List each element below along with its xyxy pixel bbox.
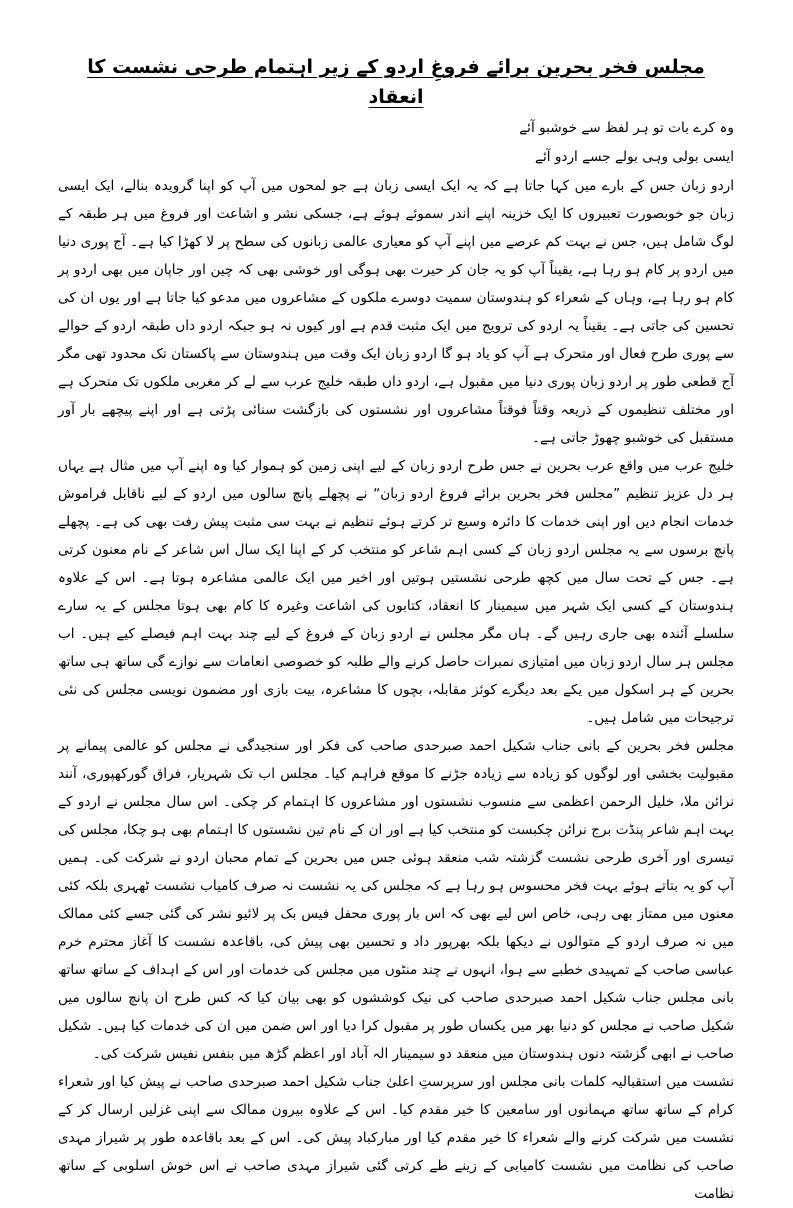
document-title: مجلس فخر بحرین برائے فروغِ اردو کے زیر اہتمام طرحی نشست کا انعقاد bbox=[87, 56, 705, 108]
paragraph-1: اردو زبان جس کے بارے میں کہا جاتا ہے کہ یہ ایک ایسی زبان ہے جو لمحوں میں آپ کو اپنا گرویدہ بنالے، ایک ایسی زبان جو خوبصورت تعبیروں کا ایک خزینہ اپنے اندر سموئے ہوئے ہے، جسکی نشر و اشاعت اور فروغ میں ہر طبقہ کے لوگ شامل ہیں، جس نے بہت کم عرصے میں اپنے آپ کو معیاری عالمی زبانوں کی سطح پر لا کھڑا کیا ہے۔ آج پوری دنیا میں اردو پر کام ہو رہا ہے، یقیناً آپ کو یہ جان کر حیرت بھی ہوگی اور خوشی بھی کہ چین اور جاپان میں بھی اردو پر کام ہو رہا ہے، وہاں کے شعراء کو ہندوستان سمیت دوسرے ملکوں کے مشاعروں میں مدعو کیا جاتا ہے اور یوں ان کی تحسین کی جاتی ہے۔ یقیناً یہ اردو کی ترویج میں ایک مثبت قدم ہے اور کیوں نہ ہو جبکہ اردو داں طبقہ اردو کے حوالے سے پوری طرح فعال اور متحرک ہے آپ کو یاد ہو گا اردو زبان ایک وقت میں ہندوستان سے پاکستان تک محدود تھی مگر آج قطعی طور پر اردو زبان پوری دنیا میں مقبول ہے، اردو داں طبقہ خلیج عرب سے لے کر مغربی ملکوں تک متحرک ہے اور مختلف تنظیموں کے ذریعہ وقتاً فوقتاً مشاعروں اور نشستوں کی بازگشت سنائی پڑتی ہے اور اپنے پیچھے بار آور مستقبل کی خوشبو چھوڑ جاتی ہے۔ bbox=[58, 178, 734, 446]
couplet-line-2: ایسی بولی وہی بولے جسے اردو آئے bbox=[535, 149, 734, 165]
paragraph-4: نشست میں استقبالیہ کلمات بانی مجلس اور سرپرستِ اعلیٰ جناب شکیل احمد صبرحدی صاحب نے پیش کیا اور شعراء کرام کے ساتھ ساتھ مہمانوں اور سامعین کا خیر مقدم کیا۔ اس کے علاوہ بیرون ممالک سے اپنی غزلیں ارسال کر کے نشست میں شرکت کرنے والے شعراء کا خیر مقدم کیا اور مبارکباد پیش کی۔ اس کے بعد باقاعدہ طور پر شیراز مہدی صاحب کی نظامت میں نشست کامیابی کے زینے طے کرتی گئی شیراز مہدی صاحب نے اس خوش اسلوبی کے ساتھ نظامت bbox=[58, 1074, 734, 1202]
couplet-line-1: وہ کرے بات تو ہر لفظ سے خوشبو آئے bbox=[519, 120, 734, 136]
paragraph-2: خلیج عرب میں واقع عرب بحرین نے جس طرح اردو زبان کے لیے اپنی زمین کو ہموار کیا وہ اپنے آپ میں مثال ہے یہاں ہر دل عزیز تنظیم ”مجلس فخر بحرین برائے فروغ اردو زبان“ نے پچھلے پانچ سالوں میں اردو کے لیے ناقابل فراموش خدمات انجام دیں اور اپنی خدمات کا دائرہ وسیع تر کرتے ہوئے تنظیم نے بہت سی مثبت پیش رفت بھی کی ہے۔ پچھلے پانچ برسوں سے یہ مجلس اردو زبان کے کسی اہم شاعر کو منتخب کر کے اپنا ایک سال اس شاعر کے نام معنون کرتی ہے۔ جس کے تحت سال میں کچھ طرحی نشستیں ہوتیں اور اخیر میں ایک عالمی مشاعرہ ہوتا ہے۔ اس کے علاوہ ہندوستان کے کسی ایک شہر میں سیمینار کا انعقاد، کتابوں کی اشاعت وغیرہ کا کام بھی ہوتا مجلس کے یہ سارے سلسلے آئندہ بھی جاری رہیں گے۔ ہاں مگر مجلس نے اردو زبان کے فروغ کے لیے چند بہت اہم فیصلے کیے ہیں۔ اب مجلس ہر سال اردو زبان میں امتیازی نمبرات حاصل کرنے والے طلبہ کو خصوصی انعامات سے نوازے گی ساتھ ہی ساتھ بحرین کے ہر اسکول میں یکے بعد دیگرے کوئز مقابلہ، بچوں کا مشاعرہ، بیت بازی اور مضمون نویسی مجلس کی نئی ترجیحات میں شامل ہیں۔ bbox=[58, 458, 734, 726]
document-page bbox=[58, 52, 734, 1208]
paragraph-3: مجلس فخر بحرین کے بانی جناب شکیل احمد صبرحدی صاحب کی فکر اور سنجیدگی نے مجلس کو عالمی پیمانے پر مقبولیت بخشی اور لوگوں کو زیادہ سے زیادہ جڑنے کا موقع فراہم کیا۔ مجلس اب تک شہریار، فراق گورکھپوری، آنند نرائن ملا، خلیل الرحمن اعظمی سے منسوب نشستوں اور مشاعروں کا اہتمام کر چکی۔ اس سال مجلس نے اردو کے بہت اہم شاعر پنڈت برج نرائن چکبست کو منتخب کیا ہے اور ان کے نام تین نشستوں کا اہتمام بھی ہو چکا، مجلس کی تیسری اور آخری طرحی نشست گزشتہ شب منعقد ہوئی جس میں بحرین کے تمام محبان اردو نے شرکت کی۔ ہمیں آپ کو یہ بتاتے ہوئے بہت فخر محسوس ہو رہا ہے کہ مجلس کی یہ نشست نہ صرف کامیاب نشست ٹھہری بلکہ کئی معنوں میں ممتاز بھی رہی، خاص اس لیے بھی کہ اس بار پوری محفل فیس بک پر لائیو نشر کی گئی جسے کئی ممالک میں نہ صرف اردو کے متوالوں نے دیکھا بلکہ بھرپور داد و تحسین بھی پیش کی، باقاعدہ نشست کا آغاز محترم خرم عباسی صاحب کے تمہیدی خطبے سے ہوا، انہوں نے چند منٹوں میں مجلس کی خدمات اور اس کے اہداف کے ساتھ ساتھ بانی مجلس جناب شکیل احمد صبرحدی صاحب کی نیک کوششوں کو بھی بیان کیا کہ کس طرح ان پانچ سالوں میں شکیل صاحب نے مجلس کو دنیا بھر میں یکساں طور پر مقبول کرا دیا اور اس ضمن میں ان کی خدمات کیا ہیں۔ شکیل صاحب نے ابھی گزشتہ دنوں ہندوستان میں منعقد دو سیمینار الہ آباد اور اعظم گڑھ میں بنفس نفیس شرکت کی۔ bbox=[58, 738, 734, 1062]
